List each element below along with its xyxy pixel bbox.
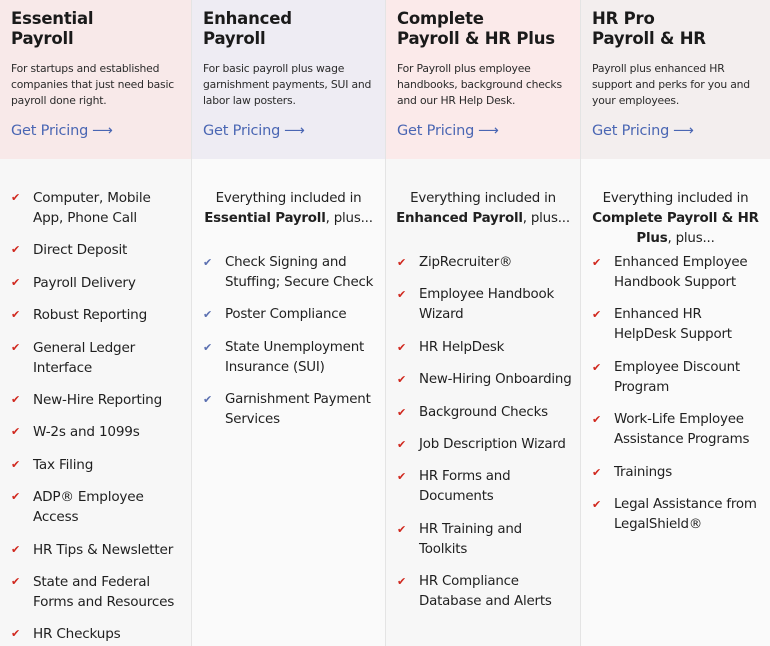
feature-item bbox=[592, 253, 762, 293]
plan-title-line1: Essential bbox=[11, 9, 94, 28]
feature-list bbox=[386, 253, 580, 612]
check-icon: ✔ bbox=[203, 256, 213, 269]
feature-item bbox=[11, 188, 183, 228]
feature-label: General Ledger Interface bbox=[33, 339, 136, 376]
feature-label: HR Forms and Documents bbox=[419, 469, 511, 505]
feature-item bbox=[397, 253, 572, 273]
feature-label: State and Federal Forms and Resources bbox=[33, 573, 175, 610]
feature-label: HR Tips & Newsletter bbox=[33, 541, 174, 558]
intro-suffix: , plus... bbox=[325, 211, 373, 226]
plan-description: For startups and established companies that just need basic payroll done right. bbox=[11, 62, 175, 107]
plan-title bbox=[592, 9, 762, 49]
get-pricing-link[interactable] bbox=[11, 123, 113, 139]
intro-prefix: Everything included in bbox=[215, 191, 362, 206]
feature-label: New-Hiring Onboarding bbox=[419, 372, 572, 388]
check-icon: ✔ bbox=[11, 457, 21, 471]
check-icon: ✔ bbox=[397, 575, 407, 589]
feature-label: HR Checkups bbox=[33, 626, 121, 643]
check-icon: ✔ bbox=[592, 413, 602, 427]
feature-label: Enhanced Employee Handbook Support bbox=[614, 255, 748, 290]
check-icon: ✔ bbox=[203, 340, 213, 354]
intro-prefix: Everything included in bbox=[602, 191, 749, 206]
feature-item bbox=[11, 572, 183, 612]
check-icon: ✔ bbox=[397, 437, 407, 451]
intro-suffix: , plus... bbox=[667, 231, 715, 246]
intro-plan-name: Complete Payroll & HR Plus bbox=[592, 211, 759, 246]
feature-label: Job Description Wizard bbox=[419, 436, 566, 452]
check-icon: ✔ bbox=[592, 497, 602, 511]
feature-label: Payroll Delivery bbox=[33, 274, 136, 291]
plan-features bbox=[0, 159, 191, 646]
plan-title-line2: Payroll & HR Plus bbox=[397, 29, 555, 48]
feature-item bbox=[397, 338, 572, 358]
feature-item bbox=[203, 390, 377, 430]
feature-item bbox=[11, 305, 183, 325]
plan-intro bbox=[386, 159, 580, 253]
arrow-right-icon: ⟶ bbox=[478, 123, 499, 139]
check-icon: ✔ bbox=[203, 393, 213, 407]
feature-item bbox=[397, 435, 572, 455]
plan-header bbox=[386, 0, 580, 159]
feature-label: New-Hire Reporting bbox=[33, 391, 163, 408]
feature-item bbox=[397, 520, 572, 560]
check-icon: ✔ bbox=[397, 288, 407, 302]
feature-label: Robust Reporting bbox=[33, 307, 148, 324]
get-pricing-link[interactable] bbox=[397, 123, 499, 139]
intro-plan-name: Essential Payroll bbox=[204, 211, 326, 226]
feature-item bbox=[397, 572, 572, 612]
plan-title-line2: Payroll bbox=[11, 29, 74, 48]
feature-label: HR HelpDesk bbox=[419, 339, 505, 355]
feature-label: HR Training and Toolkits bbox=[419, 521, 522, 557]
feature-item bbox=[592, 495, 762, 535]
plan-column-complete bbox=[385, 0, 580, 646]
check-icon: ✔ bbox=[11, 243, 21, 257]
check-icon: ✔ bbox=[397, 522, 407, 536]
feature-item bbox=[11, 422, 183, 442]
plan-title-line1: HR Pro bbox=[592, 9, 655, 28]
plan-title bbox=[203, 9, 377, 49]
check-icon: ✔ bbox=[11, 542, 21, 556]
feature-label: ADP® Employee Access bbox=[33, 489, 144, 526]
feature-item bbox=[11, 455, 183, 475]
check-icon: ✔ bbox=[397, 405, 407, 419]
check-icon: ✔ bbox=[11, 490, 21, 504]
plan-column-hr-pro bbox=[580, 0, 770, 646]
feature-label: Poster Compliance bbox=[225, 307, 347, 323]
feature-item bbox=[592, 410, 762, 450]
feature-item bbox=[203, 305, 377, 325]
get-pricing-label: Get Pricing bbox=[592, 123, 670, 139]
check-icon: ✔ bbox=[11, 191, 21, 204]
plan-description: Payroll plus enhanced HR support and perks for you and your employees. bbox=[592, 62, 750, 107]
plan-header bbox=[581, 0, 770, 159]
plan-header bbox=[0, 0, 191, 159]
feature-item bbox=[11, 273, 183, 293]
feature-item bbox=[397, 467, 572, 507]
plan-features bbox=[386, 159, 580, 646]
get-pricing-label: Get Pricing bbox=[397, 123, 475, 139]
intro-prefix: Everything included in bbox=[410, 191, 556, 206]
plan-title-line2: Payroll & HR bbox=[592, 29, 706, 48]
check-icon: ✔ bbox=[397, 373, 407, 387]
feature-label: Enhanced HR HelpDesk Support bbox=[614, 307, 732, 343]
arrow-right-icon: ⟶ bbox=[673, 123, 694, 139]
check-icon: ✔ bbox=[397, 340, 407, 354]
feature-item bbox=[11, 624, 183, 644]
plan-description: For basic payroll plus wage garnishment payments, SUI and labor law posters. bbox=[203, 62, 372, 107]
check-icon: ✔ bbox=[11, 425, 21, 439]
get-pricing-label: Get Pricing bbox=[11, 123, 89, 139]
arrow-right-icon: ⟶ bbox=[284, 123, 305, 139]
check-icon: ✔ bbox=[592, 360, 602, 374]
feature-item bbox=[397, 403, 572, 423]
check-icon: ✔ bbox=[397, 470, 407, 484]
feature-item bbox=[11, 390, 183, 410]
intro-plan-name: Enhanced Payroll bbox=[396, 211, 523, 226]
plan-column-enhanced bbox=[191, 0, 385, 646]
check-icon: ✔ bbox=[11, 340, 21, 354]
check-icon: ✔ bbox=[397, 256, 407, 269]
feature-label: Employee Handbook Wizard bbox=[419, 287, 555, 323]
feature-item bbox=[11, 338, 183, 378]
get-pricing-link[interactable] bbox=[592, 123, 694, 139]
feature-list bbox=[192, 253, 385, 430]
feature-label: Background Checks bbox=[419, 404, 548, 420]
feature-item bbox=[592, 305, 762, 345]
arrow-right-icon: ⟶ bbox=[92, 123, 113, 139]
feature-item bbox=[203, 338, 377, 378]
plan-column-essential bbox=[0, 0, 191, 646]
feature-label: Legal Assistance from LegalShield® bbox=[614, 496, 757, 532]
feature-label: Direct Deposit bbox=[33, 242, 128, 259]
check-icon: ✔ bbox=[11, 275, 21, 289]
feature-list bbox=[581, 253, 770, 535]
feature-item bbox=[592, 358, 762, 398]
feature-label: Computer, Mobile App, Phone Call bbox=[33, 190, 151, 226]
feature-label: State Unemployment Insurance (SUI) bbox=[225, 339, 365, 375]
plan-title-line1: Enhanced bbox=[203, 9, 292, 28]
feature-label: Employee Discount Program bbox=[614, 359, 740, 395]
feature-label: Check Signing and Stuffing; Secure Check bbox=[225, 255, 374, 290]
feature-label: ZipRecruiter® bbox=[419, 255, 513, 270]
plan-header bbox=[192, 0, 385, 159]
get-pricing-label: Get Pricing bbox=[203, 123, 281, 139]
feature-label: Trainings bbox=[614, 464, 673, 480]
check-icon: ✔ bbox=[592, 308, 602, 322]
feature-label: Garnishment Payment Services bbox=[225, 392, 371, 428]
check-icon: ✔ bbox=[11, 308, 21, 322]
feature-label: Work-Life Employee Assistance Programs bbox=[614, 412, 750, 448]
feature-label: Tax Filing bbox=[33, 456, 94, 473]
feature-item bbox=[11, 540, 183, 560]
feature-item bbox=[11, 487, 183, 527]
feature-item bbox=[397, 285, 572, 325]
plan-title bbox=[11, 9, 183, 49]
check-icon: ✔ bbox=[592, 256, 602, 269]
feature-label: HR Compliance Database and Alerts bbox=[419, 574, 552, 610]
plan-title bbox=[397, 9, 572, 49]
plan-title-line1: Complete bbox=[397, 9, 484, 28]
feature-item bbox=[397, 370, 572, 390]
feature-item bbox=[11, 240, 183, 260]
plan-features bbox=[581, 159, 770, 646]
plan-intro bbox=[192, 159, 385, 253]
check-icon: ✔ bbox=[203, 308, 213, 322]
check-icon: ✔ bbox=[11, 392, 21, 406]
feature-label: W-2s and 1099s bbox=[33, 424, 140, 441]
feature-item bbox=[203, 253, 377, 293]
check-icon: ✔ bbox=[592, 465, 602, 479]
check-icon: ✔ bbox=[11, 627, 21, 641]
intro-suffix: , plus... bbox=[522, 211, 570, 226]
get-pricing-link[interactable] bbox=[203, 123, 305, 139]
plan-features bbox=[192, 159, 385, 646]
plan-description: For Payroll plus employee handbooks, background checks and our HR Help Desk. bbox=[397, 62, 562, 107]
feature-list bbox=[0, 159, 191, 644]
plan-title-line2: Payroll bbox=[203, 29, 266, 48]
check-icon: ✔ bbox=[11, 574, 21, 588]
feature-item bbox=[592, 463, 762, 483]
plan-intro bbox=[581, 159, 770, 253]
